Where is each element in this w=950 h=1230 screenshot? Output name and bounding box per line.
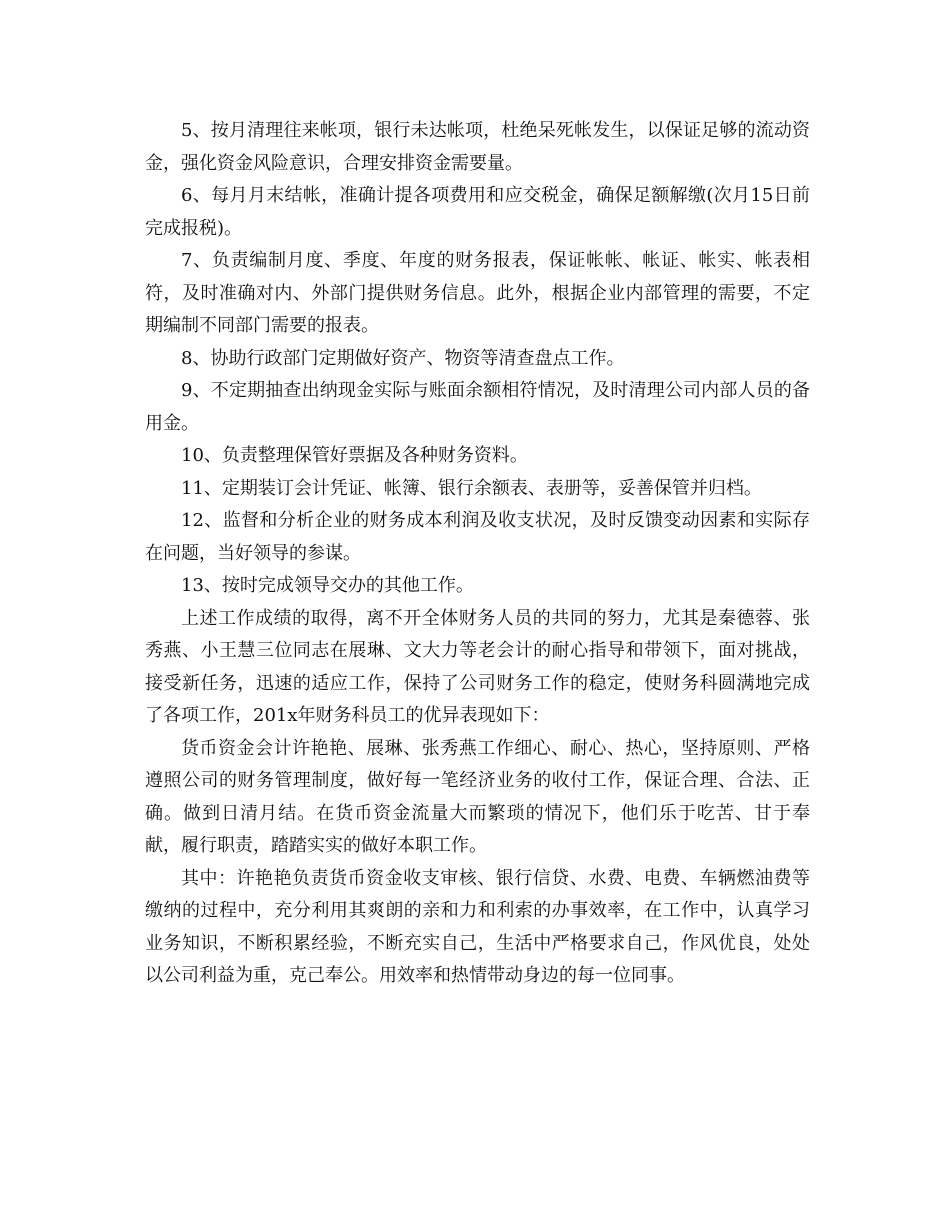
document-body xyxy=(145,115,810,993)
paragraph-item-11: 11、定期装订会计凭证、帐簿、银行余额表、表册等，妥善保管并归档。 xyxy=(181,477,762,499)
paragraph-item-8: 8、协助行政部门定期做好资产、物资等清查盘点工作。 xyxy=(181,347,625,369)
paragraph-xu-yanyan: 其中：许艳艳负责货币资金收支审核、银行信贷、水费、电费、车辆燃油费等缴纳的过程中，充分利用其爽朗的亲和力和利索的办事效率，在工作中，认真学习业务知识，不断积累经验，不断充实自己，生活中严格要求自己，作风优良，处处以公司利益为重，克己奉公。用效率和热情带动身边的每一位同事。 xyxy=(145,867,810,986)
paragraph-item-7: 7、负责编制月度、季度、年度的财务报表，保证帐帐、帐证、帐实、帐表相符，及时准确对内、外部门提供财务信息。此外，根据企业内部管理的需要，不定期编制不同部门需要的报表。 xyxy=(145,250,810,336)
paragraph-cash-accountants: 货币资金会计许艳艳、展琳、张秀燕工作细心、耐心、热心，坚持原则、严格遵照公司的财务管理制度，做好每一笔经济业务的收付工作，保证合理、合法、正确。做到日清月结。在货币资金流量大而繁琐的情况下，他们乐于吃苦、甘于奉献，履行职责，踏踏实实的做好本职工作。 xyxy=(145,737,810,856)
paragraph-item-10: 10、负责整理保管好票据及各种财务资料。 xyxy=(181,445,528,466)
paragraph-summary: 上述工作成绩的取得，离不开全体财务人员的共同的努力，尤其是秦德蓉、张秀燕、小王慧三位同志在展琳、文大力等老会计的耐心指导和带领下，面对挑战，接受新任务，迅速的适应工作，保持了公司财务工作的稳定，使财务科圆满地完成了各项工作，201x年财务科员工的优异表现如下： xyxy=(145,607,810,726)
paragraph-item-5: 5、按月清理往来帐项，银行未达帐项，杜绝呆死帐发生，以保证足够的流动资金，强化资金风险意识，合理安排资金需要量。 xyxy=(145,120,810,174)
paragraph-item-9: 9、不定期抽查出纳现金实际与账面余额相符情况，及时清理公司内部人员的备用金。 xyxy=(145,380,810,434)
paragraph-item-13: 13、按时完成领导交办的其他工作。 xyxy=(181,575,474,596)
paragraph-item-6: 6、每月月末结帐，准确计提各项费用和应交税金，确保足额解缴(次月15日前完成报税)。 xyxy=(145,185,810,239)
paragraph-item-12: 12、监督和分析企业的财务成本利润及收支状况，及时反馈变动因素和实际存在问题，当好领导的参谋。 xyxy=(145,510,810,564)
